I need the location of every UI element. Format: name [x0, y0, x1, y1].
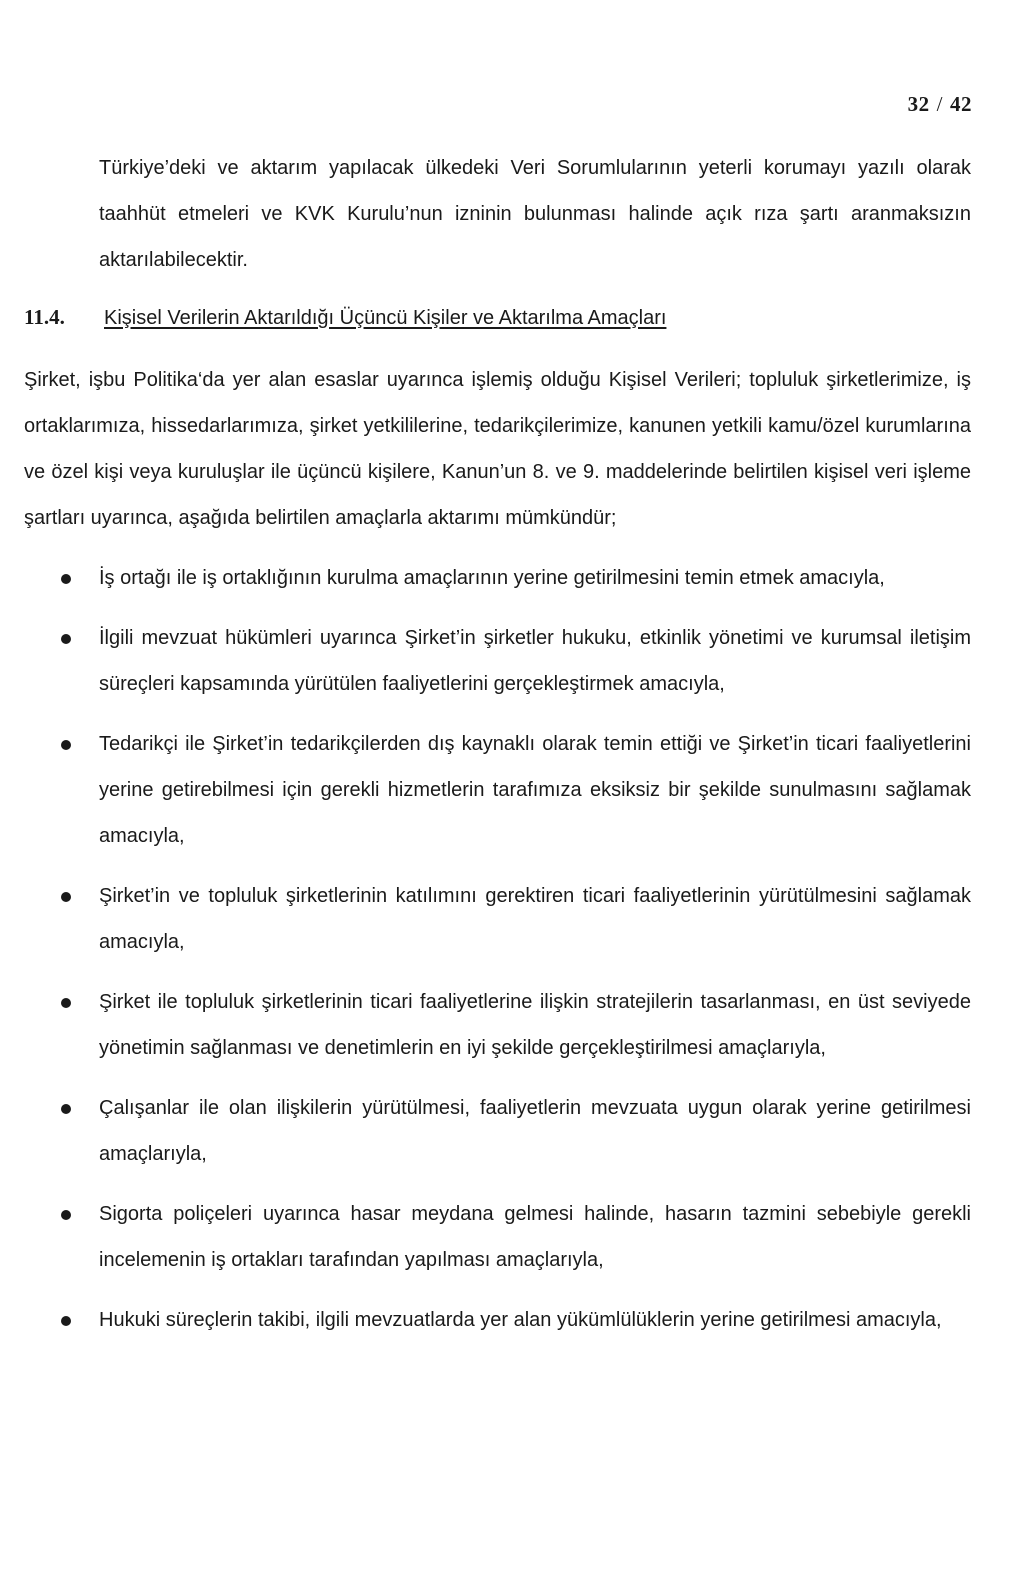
list-item-text: Şirket’in ve topluluk şirketlerinin katılımını gerektiren ticari faaliyetlerinin yürütülmesini sağlamak amacıyla,	[99, 885, 971, 953]
list-item-text: İş ortağı ile iş ortaklığının kurulma amaçlarının yerine getirilmesini temin etmek amacıyla,	[99, 567, 885, 589]
bullet-icon	[61, 634, 71, 644]
section-number: 11.4.	[24, 305, 65, 329]
bullet-icon	[61, 998, 71, 1008]
list-item	[24, 1297, 971, 1343]
bullet-icon	[61, 740, 71, 750]
body-paragraph: Şirket, işbu Politika‘da yer alan esaslar uyarınca işlemiş olduğu Kişisel Verileri; topluluk şirketlerimize, iş ortaklarımıza, hissedarlarımıza, şirket yetkililerine, tedarikçilerimize, kanunen yetkili kamu/özel kurumlarına ve özel kişi veya kuruluşlar ile üçüncü kişilere, Kanun’un 8. ve 9. maddelerinde belirtilen kişisel veri işleme şartları uyarınca, aşağıda belirtilen amaçlarla aktarımı mümkündür;	[24, 369, 971, 529]
list-item	[24, 615, 971, 707]
intro-paragraph: Türkiye’deki ve aktarım yapılacak ülkedeki Veri Sorumlularının yeterli korumayı yazılı olarak taahhüt etmeleri ve KVK Kurulu’nun izninin bulunması halinde açık rıza şartı aranmaksızın aktarılabilecektir.	[99, 157, 971, 271]
purpose-list	[24, 555, 971, 1343]
bullet-icon	[61, 1210, 71, 1220]
page-current: 32	[907, 92, 930, 116]
bullet-icon	[61, 1316, 71, 1326]
list-item	[24, 1191, 971, 1283]
page-total: 42	[950, 92, 972, 116]
page-separator: /	[936, 92, 943, 116]
list-item-text: Çalışanlar ile olan ilişkilerin yürütülmesi, faaliyetlerin mevzuata uygun olarak yerine getirilmesi amaçlarıyla,	[99, 1097, 971, 1165]
list-item-text: Tedarikçi ile Şirket’in tedarikçilerden dış kaynaklı olarak temin ettiği ve Şirket’in ticari faaliyetlerini yerine getirebilmesi için gerekli hizmetlerin tarafımıza eksiksiz bir şekilde sunulmasını sağlamak amacıyla,	[99, 733, 971, 847]
section-title: Kişisel Verilerin Aktarıldığı Üçüncü Kişiler ve Aktarılma Amaçları	[104, 307, 667, 329]
list-item-text: Sigorta poliçeleri uyarınca hasar meydana gelmesi halinde, hasarın tazmini sebebiyle gerekli incelemenin iş ortakları tarafından yapılması amaçlarıyla,	[99, 1203, 971, 1271]
list-item	[24, 721, 971, 859]
section-heading	[24, 305, 971, 345]
list-item	[24, 873, 971, 965]
list-item	[24, 1085, 971, 1177]
list-item	[24, 555, 971, 601]
bullet-icon	[61, 574, 71, 584]
list-item	[24, 979, 971, 1071]
list-item-text: İlgili mevzuat hükümleri uyarınca Şirket’in şirketler hukuku, etkinlik yönetimi ve kurumsal iletişim süreçleri kapsamında yürütülen faaliyetlerini gerçekleştirmek amacıyla,	[99, 627, 971, 695]
list-item-text: Hukuki süreçlerin takibi, ilgili mevzuatlarda yer alan yükümlülüklerin yerine getirilmesi amacıyla,	[99, 1309, 942, 1331]
bullet-icon	[61, 892, 71, 902]
list-item-text: Şirket ile topluluk şirketlerinin ticari faaliyetlerine ilişkin stratejilerin tasarlanması, en üst seviyede yönetimin sağlanması ve denetimlerin en iyi şekilde gerçekleştirilmesi amaçlarıyla,	[99, 991, 971, 1059]
document-body	[24, 145, 971, 1357]
bullet-icon	[61, 1104, 71, 1114]
page-number	[908, 92, 972, 117]
